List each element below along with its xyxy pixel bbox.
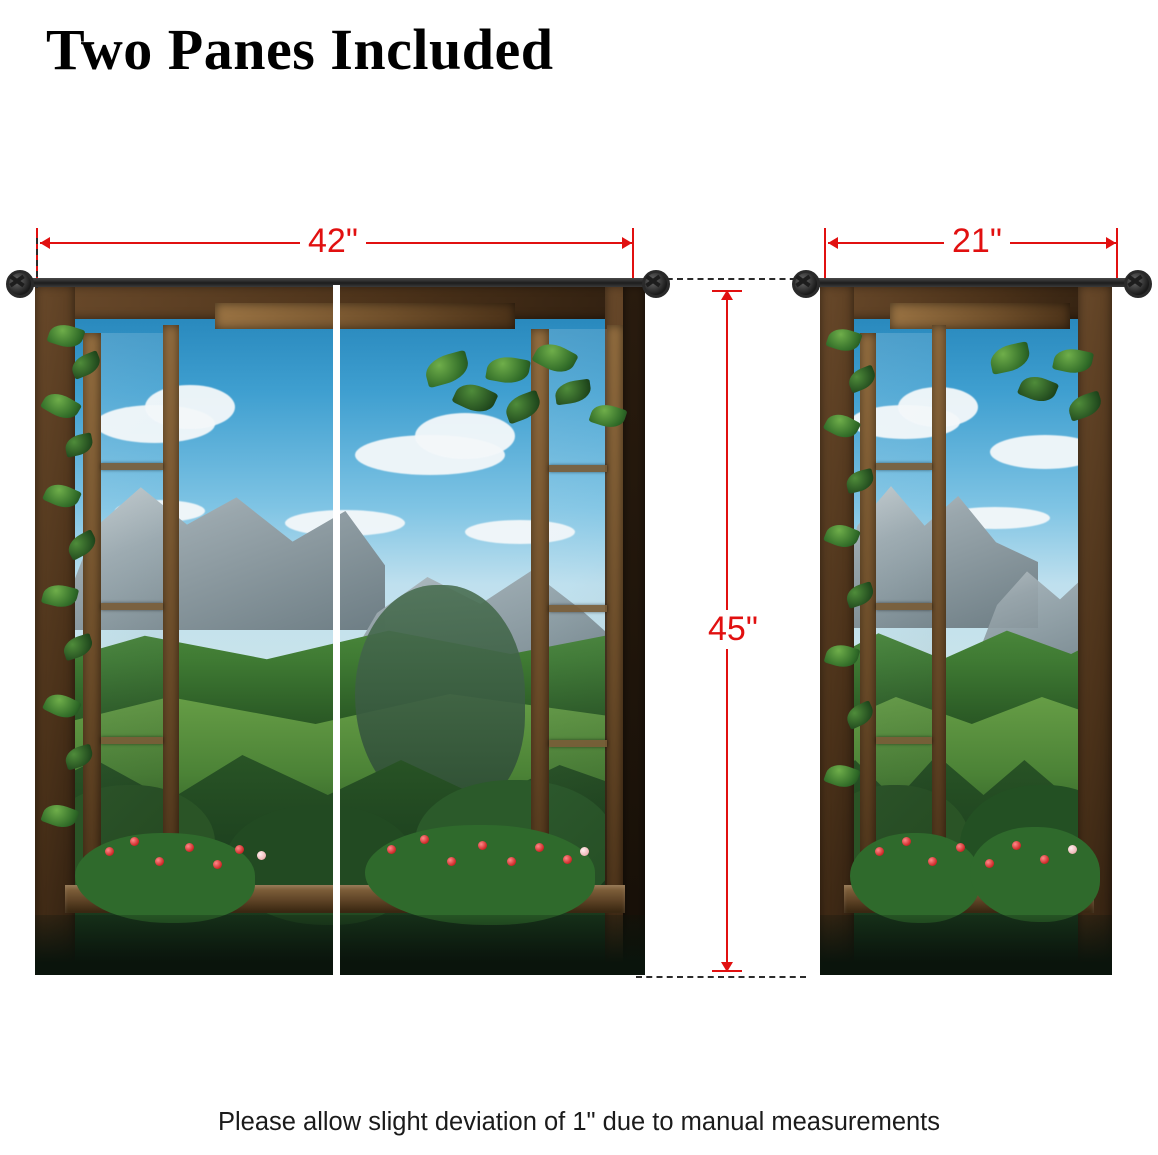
curtain-rod-right (808, 278, 1138, 287)
dim-arrow-left-21 (828, 237, 838, 249)
panel-seam (333, 285, 340, 975)
curtain-panel-left-pair (35, 285, 645, 975)
printed-scene (35, 285, 645, 975)
rod-finial-icon (790, 268, 816, 294)
dimension-label-width-left: 42" (300, 222, 366, 261)
dim-arrow-bottom-45 (721, 962, 733, 972)
rod-finial-icon (640, 268, 666, 294)
dim-arrow-right-42 (622, 237, 632, 249)
dimension-label-height: 45" (700, 610, 766, 649)
rod-finial-icon (1122, 268, 1148, 294)
height-guide-bottom (636, 976, 806, 978)
measurement-disclaimer: Please allow slight deviation of 1" due to manual measurements (217, 1108, 941, 1136)
dimension-label-width-right: 21" (944, 222, 1010, 261)
dim-arrow-top-45 (721, 290, 733, 300)
printed-scene (820, 285, 1112, 975)
rod-finial-icon (4, 268, 30, 294)
page-title: Two Panes Included (46, 17, 554, 82)
dim-arrow-left-42 (40, 237, 50, 249)
curtain-panel-right (820, 285, 1112, 975)
dim-arrow-right-21 (1106, 237, 1116, 249)
curtain-rod-left (24, 278, 656, 287)
